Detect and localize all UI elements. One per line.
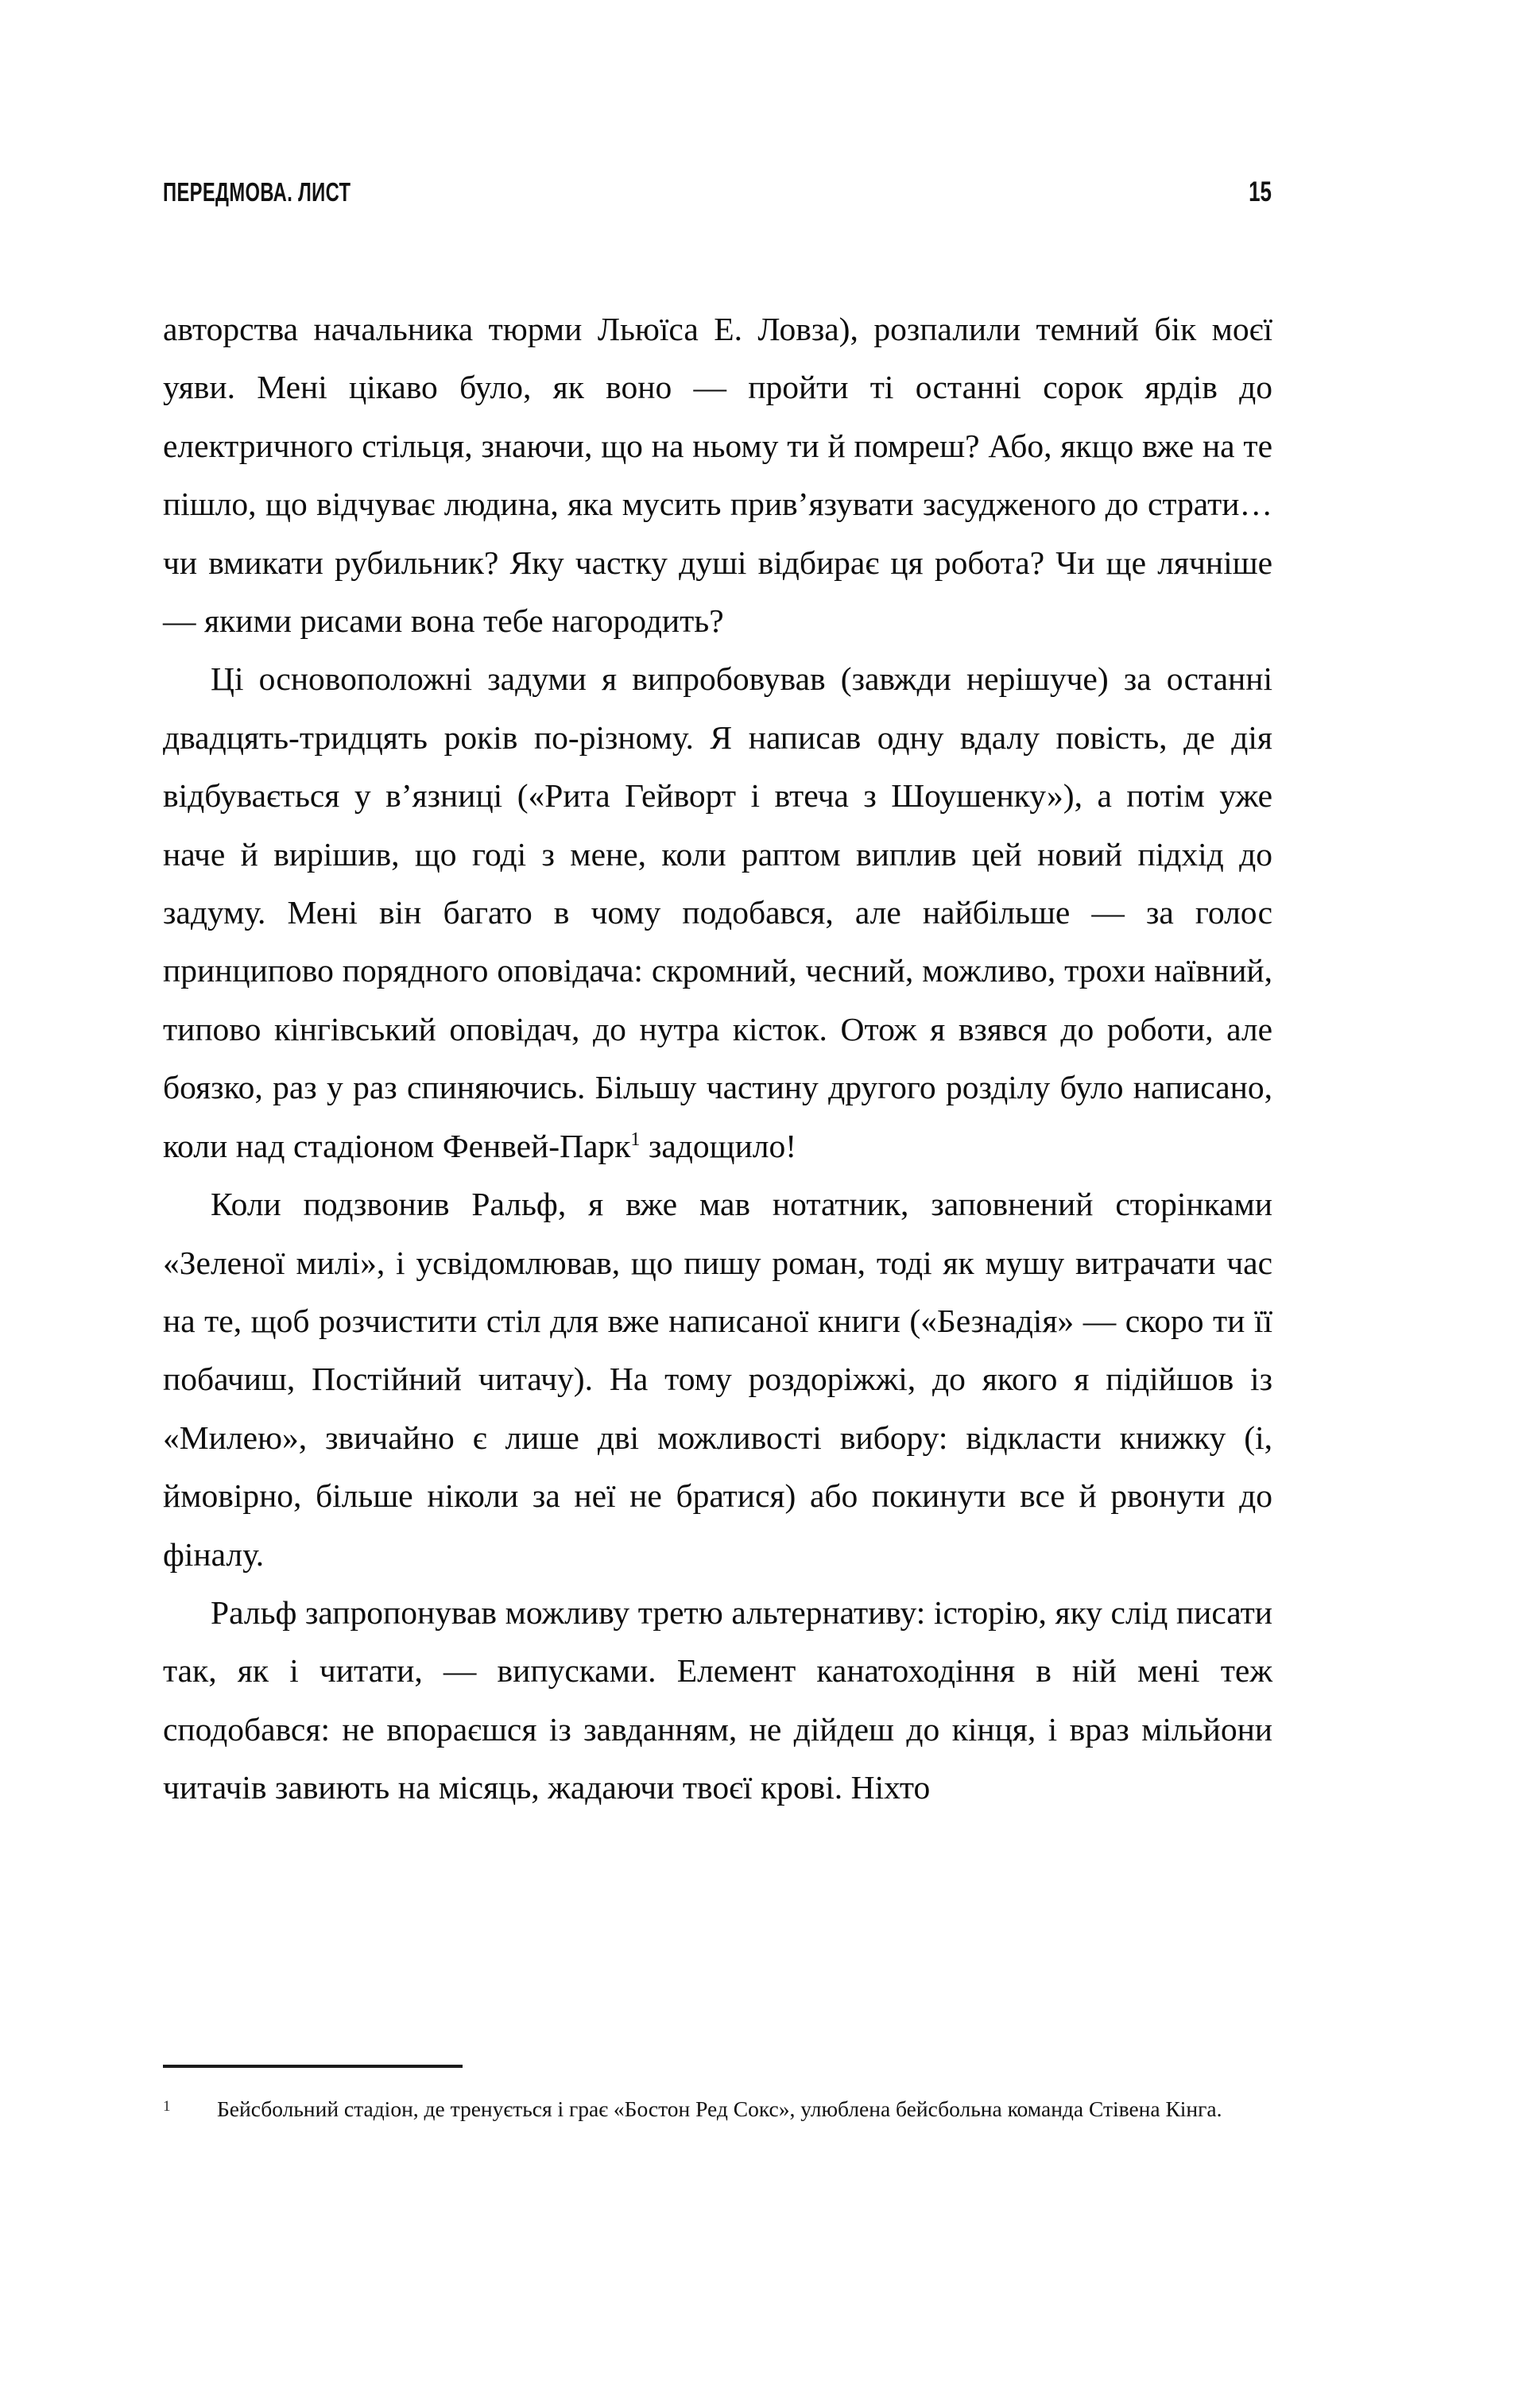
body-text-block <box>163 300 1272 1818</box>
footnote-area <box>163 2065 1272 2126</box>
running-head <box>163 176 1272 213</box>
footnote-entry <box>163 2092 1272 2126</box>
page-number: 15 <box>1249 176 1272 207</box>
body-paragraph-1: авторства начальника тюрми Льюїса Е. Ловза), розпалили темний бік моєї уяви. Мені цікаво було, як воно — пройти ті останні сорок ярдів до електричного стільця, знаючи, що на ньому ти й помреш? Або, якщо вже на те пішло, що відчуває людина, яка мусить прив’язувати засудженого до страти… чи вмикати рубильник? Яку частку душі відбирає ця робота? Чи ще лячніше — якими рисами вона тебе нагородить? <box>163 311 1272 640</box>
body-paragraph-2-text-before-footnote-ref: Ці основоположні задуми я випробовував (завжди нерішуче) за останні двадцять-тридцять років по-різному. Я написав одну вдалу повість, де дія відбувається у в’язниці («Рита Гейворт і втеча з Шоушенку»), а потім уже наче й вирішив, що годі з мене, коли раптом виплив цей новий підхід до задуму. Мені він багато в чому подобався, але найбільше — за голос принципово порядного оповідача: скромний, чесний, можливо, трохи наївний, типово кінгівський оповідач, до нутра кісток. Отож я взявся до роботи, але боязко, раз у раз спиняючись. Більшу частину другого розділу було написано, коли над стадіоном Фенвей-Парк <box>163 660 1272 1164</box>
body-paragraph-3: Коли подзвонив Ральф, я вже мав нотатник, заповнений сторінками «Зеленої милі», і усвідомлював, що пишу роман, тоді як мушу витрачати час на те, щоб розчистити стіл для вже написаної книги («Безнадія» — скоро ти її побачиш, Постійний читачу). На тому роздоріжжі, до якого я підійшов із «Милею», звичайно є лише дві можливості вибору: відкласти книжку (і, ймовірно, більше ніколи за неї не братися) або покинути все й рвонути до фіналу. <box>163 1186 1272 1573</box>
footnote-separator-rule <box>163 2065 463 2068</box>
footnote-reference-marker[interactable]: 1 <box>630 1129 641 1150</box>
footnote-number: 1 <box>163 2098 171 2115</box>
body-paragraph-2-text-after-footnote-ref: задощило! <box>640 1127 797 1164</box>
footnote-text: Бейсбольний стадіон, де тренується і грає «Бостон Ред Сокс», улюблена бейсбольна команда Стівена Кінга. <box>217 2096 1222 2121</box>
body-paragraph-2 <box>163 650 1272 1175</box>
running-head-title: ПЕРЕДМОВА. ЛИСТ <box>163 177 351 207</box>
body-paragraph-4: Ральф запропонував можливу третю альтернативу: історію, яку слід писати так, як і читати, — випусками. Елемент канатоходіння в ній мені теж сподобався: не впораєшся із завданням, не дійдеш до кінця, і враз мільйони читачів завиють на місяць, жадаючи твоєї крові. Ніхто <box>163 1593 1272 1806</box>
